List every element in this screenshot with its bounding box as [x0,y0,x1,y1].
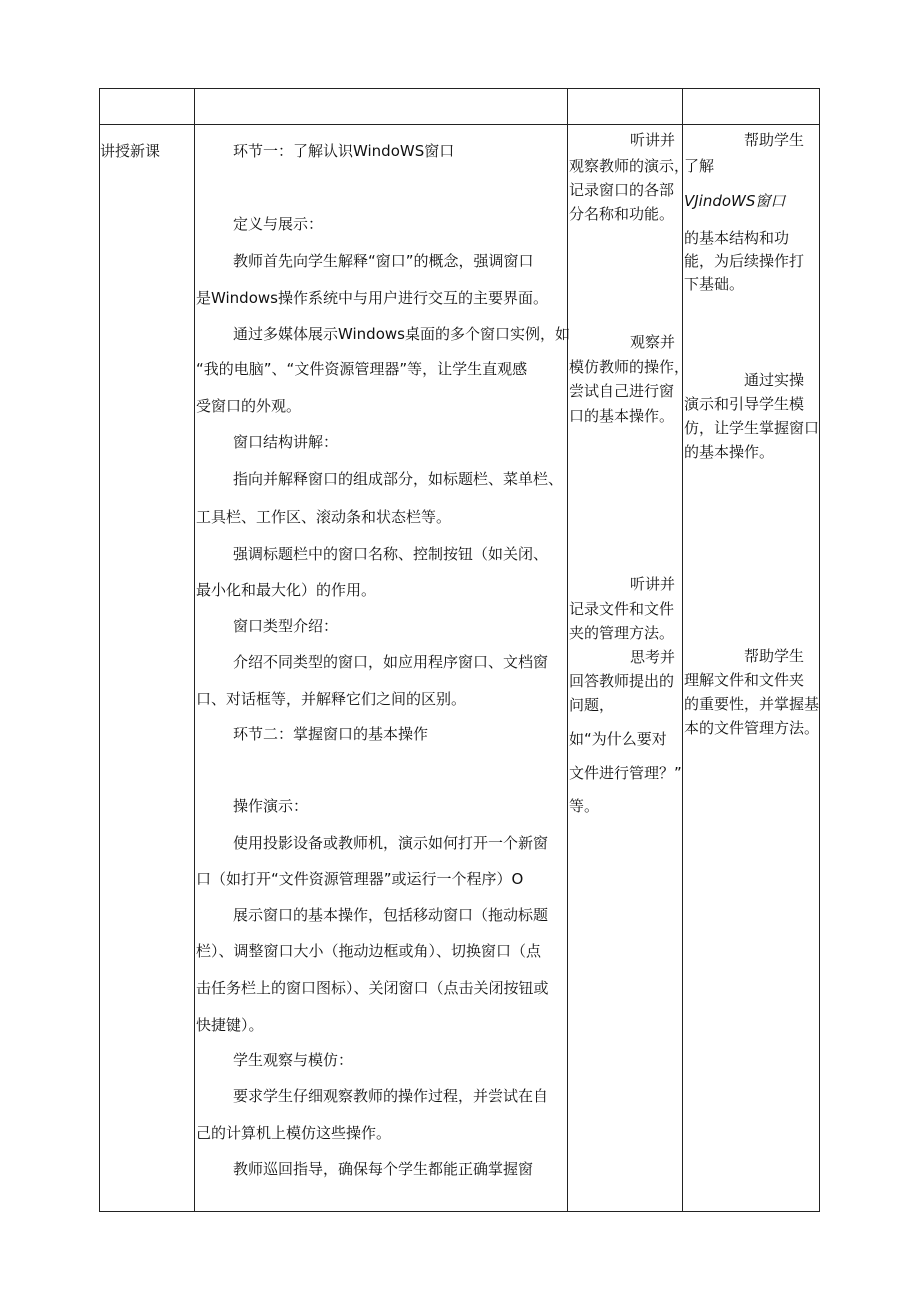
text-line: 工具栏、工作区、滚动条和状态栏等。 [196,508,452,526]
intent-line: 本的文件管理方法。 [684,719,820,737]
activity-line: 记录窗口的各部 [569,181,675,199]
activity-line: 观察教师的演示， [569,157,690,175]
text-line: 是Windows操作系统中与用户进行交互的主要界面。 [196,289,548,307]
text-line: 操作演示： [233,797,309,815]
activity-line: 听讲并 [630,131,676,149]
text-line: 击任务栏上的窗口图标）、关闭窗口（点击关闭按钮或 [196,979,549,997]
activity-line: 记录文件和文件 [569,600,675,618]
activity-line: 文件进行管理？” [569,764,682,782]
intent-line: 了解 [684,157,715,175]
activity-line: 分名称和功能。 [569,205,675,223]
activity-line: 观察并 [630,333,676,351]
activity-line: 思考并 [630,648,676,666]
activity-line: 问题， [569,696,615,714]
text-line: 强调标题栏中的窗口名称、控制按钮（如关闭、 [233,545,549,563]
activity-line: 口的基本操作。 [569,407,675,425]
intent-line: 通过实操 [744,371,805,389]
text-line: 教师巡回指导，确保每个学生都能正确掌握窗 [233,1160,534,1178]
intent-line: 能，为后续操作打 [684,252,805,270]
activity-line: 回答教师提出的 [569,672,675,690]
text-line: 己的计算机上模仿这些操作。 [196,1124,392,1142]
column-divider-3 [682,88,683,1212]
intent-line: 仿，让学生掌握窗口 [684,419,820,437]
text-line: 指向并解释窗口的组成部分，如标题栏、菜单栏、 [233,470,564,488]
text-line: 教师首先向学生解释“窗口”的概念，强调窗口 [233,252,534,270]
activity-line: 模仿教师的操作， [569,358,690,376]
intent-line: 下基础。 [684,275,745,293]
text-line: 通过多媒体展示Windows桌面的多个窗口实例，如 [233,325,570,343]
text-line: 最小化和最大化）的作用。 [196,581,377,599]
column-divider-1 [194,88,195,1212]
text-line: 介绍不同类型的窗口，如应用程序窗口、文档窗 [233,653,549,671]
stage2-heading: 环节二：掌握窗口的基本操作 [233,725,429,743]
intent-line: 的基本操作。 [684,443,775,461]
text-line: 窗口结构讲解： [233,433,339,451]
text-line: 口（如打开“文件资源管理器”或运行一个程序）O [196,870,524,888]
text-line: 快捷键）。 [196,1016,264,1034]
intent-line: VJindoWS窗口 [684,192,786,210]
table-header-divider [99,124,820,125]
activity-line: 等。 [569,797,600,815]
activity-line: 尝试自己进行窗 [569,382,675,400]
text-line: 口、对话框等，并解释它们之间的区别。 [196,690,467,708]
intent-line: 演示和引导学生模 [684,395,805,413]
text-line: 要求学生仔细观察教师的操作过程，并尝试在自 [233,1087,549,1105]
column-divider-2 [567,88,568,1212]
section-label: 讲授新课 [100,142,161,160]
text-line: 定义与展示： [233,215,324,233]
intent-line: 的基本结构和功 [684,229,790,247]
intent-line: 的重要性，并掌握基 [684,695,820,713]
stage1-heading: 环节一：了解认识WindoWS窗口 [233,142,455,160]
intent-line: 帮助学生 [744,131,805,149]
text-line: 使用投影设备或教师机，演示如何打开一个新窗 [233,834,549,852]
text-line: “我的电脑”、“文件资源管理器”等，让学生直观感 [196,360,528,378]
intent-line: 理解文件和文件夹 [684,671,805,689]
activity-line: 如“为什么要对 [569,730,667,748]
activity-line: 听讲并 [630,575,676,593]
text-line: 展示窗口的基本操作，包括移动窗口（拖动标题 [233,906,549,924]
text-line: 窗口类型介绍： [233,617,339,635]
intent-line: 帮助学生 [744,647,805,665]
activity-line: 夹的管理方法。 [569,624,675,642]
text-line: 受窗口的外观。 [196,397,302,415]
text-line: 学生观察与模仿： [233,1051,354,1069]
text-line: 栏）、调整窗口大小（拖动边框或角）、切换窗口（点 [196,942,542,960]
